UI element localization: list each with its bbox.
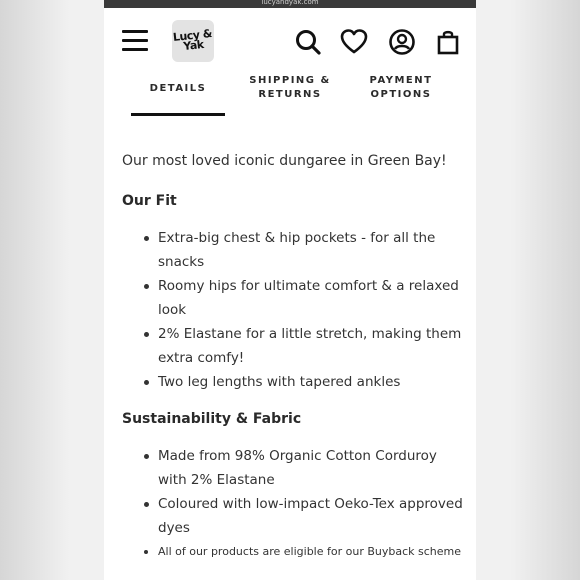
list-item: Made from 98% Organic Cotton Corduroy with 2% Elastane	[122, 444, 467, 492]
list-item: Two leg lengths with tapered ankles	[122, 370, 467, 394]
logo-text: Lucy & Yak	[172, 27, 213, 53]
fit-heading: Our Fit	[122, 193, 177, 209]
menu-icon[interactable]	[122, 30, 148, 52]
details-content	[122, 152, 467, 580]
fit-list	[122, 226, 467, 394]
sustainability-heading: Sustainability & Fabric	[122, 411, 302, 427]
list-item: 2% Elastane for a little stretch, making them extra comfy!	[122, 322, 467, 370]
heart-icon[interactable]	[340, 28, 368, 56]
bag-icon[interactable]	[434, 28, 462, 56]
sustainability-list	[122, 444, 467, 564]
brand-logo[interactable]	[172, 20, 214, 62]
tab-shipping-returns[interactable]: SHIPPING & RETURNS	[249, 75, 331, 100]
product-page	[104, 0, 476, 580]
list-item: All of our products are eligible for our Buyback scheme	[122, 540, 467, 564]
tab-details[interactable]: DETAILS	[149, 83, 207, 94]
list-item: Coloured with low-impact Oeko-Tex approved dyes	[122, 492, 467, 540]
site-header	[104, 8, 476, 70]
status-bar	[104, 0, 476, 8]
tab-payment-options[interactable]: PAYMENT OPTIONS	[369, 75, 433, 100]
search-icon[interactable]	[294, 28, 322, 56]
account-icon[interactable]	[388, 28, 416, 56]
url-text: lucyandyak.com	[261, 0, 319, 6]
active-tab-indicator	[131, 113, 225, 116]
list-item: Roomy hips for ultimate comfort & a relaxed look	[122, 274, 467, 322]
product-intro: Our most loved iconic dungaree in Green Bay!	[122, 153, 447, 169]
list-item: Extra-big chest & hip pockets - for all the snacks	[122, 226, 467, 274]
